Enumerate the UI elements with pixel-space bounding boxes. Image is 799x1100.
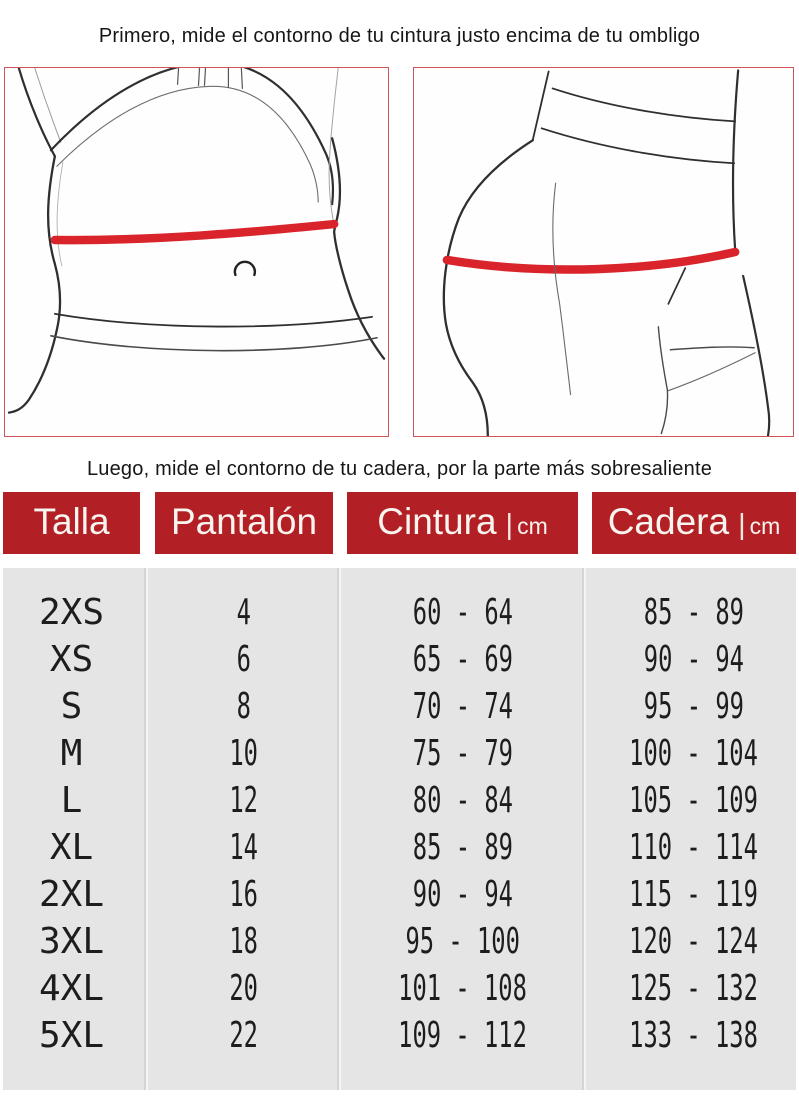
header-talla: Talla xyxy=(3,492,140,554)
sketch-line xyxy=(35,68,61,142)
sketch-line xyxy=(668,353,755,391)
waist-range: 65 - 69 xyxy=(412,639,513,680)
header-cadera: Cadera | cm xyxy=(592,492,796,554)
table-row xyxy=(3,589,796,636)
table-row xyxy=(3,965,796,1012)
hip-range: 120 - 124 xyxy=(629,921,759,962)
waist-range: 90 - 94 xyxy=(412,874,513,915)
hip-range: 85 - 89 xyxy=(643,592,745,633)
waist-range: 80 - 84 xyxy=(412,780,513,821)
size-value: S xyxy=(60,686,83,727)
sketch-line xyxy=(241,68,242,88)
sketch-line xyxy=(733,70,738,250)
sketch-line xyxy=(51,336,377,351)
hip-measurement-illustration xyxy=(413,67,794,437)
pant-value: 6 xyxy=(236,639,252,680)
navel-mark xyxy=(235,262,255,275)
table-row xyxy=(3,683,796,730)
header-pantalon: Pantalón xyxy=(155,492,333,554)
size-value: L xyxy=(60,780,83,821)
pant-value: 22 xyxy=(229,1015,259,1056)
sketch-line xyxy=(553,88,736,121)
sketch-line xyxy=(553,183,571,394)
waist-measure-band xyxy=(55,224,334,240)
hip-range: 105 - 109 xyxy=(629,780,759,821)
column-divider xyxy=(582,568,586,1090)
sketch-line xyxy=(743,276,769,436)
sketch-line xyxy=(9,156,60,412)
sketch-line xyxy=(332,138,384,358)
sketch-line xyxy=(542,128,734,163)
waist-range: 85 - 89 xyxy=(412,827,513,868)
size-table-body xyxy=(3,568,796,1090)
table-row xyxy=(3,777,796,824)
pant-value: 8 xyxy=(236,686,252,727)
waist-range: 60 - 64 xyxy=(412,592,513,633)
sketch-line xyxy=(55,314,372,327)
column-divider xyxy=(144,568,148,1090)
pant-value: 12 xyxy=(229,780,259,821)
hip-instruction-text: Luego, mide el contorno de tu cadera, por la parte más sobresaliente xyxy=(86,458,713,480)
sketch-line xyxy=(57,86,318,202)
waist-range: 70 - 74 xyxy=(412,686,513,727)
waist-range: 95 - 100 xyxy=(405,921,520,962)
hip-range: 133 - 138 xyxy=(629,1015,759,1056)
side-hip-line-art xyxy=(414,68,793,436)
waist-range: 109 - 112 xyxy=(398,1015,527,1056)
hip-range: 110 - 114 xyxy=(629,827,759,868)
sketch-line xyxy=(198,68,199,85)
pant-value: 4 xyxy=(236,592,252,633)
table-row xyxy=(3,918,796,965)
hip-range: 95 - 99 xyxy=(643,686,745,727)
hip-range: 100 - 104 xyxy=(629,733,759,774)
table-row xyxy=(3,636,796,683)
pant-value: 14 xyxy=(229,827,259,868)
hip-range: 115 - 119 xyxy=(629,874,759,915)
front-torso-line-art xyxy=(5,68,388,436)
table-row xyxy=(3,730,796,777)
size-value: 3XL xyxy=(38,921,105,962)
sketch-line xyxy=(204,68,205,85)
sketch-line xyxy=(57,162,63,266)
sketch-line xyxy=(668,268,685,304)
size-value: 2XS xyxy=(38,592,105,633)
hip-range: 90 - 94 xyxy=(643,639,745,680)
sketch-line xyxy=(444,140,533,435)
size-table-header xyxy=(3,492,796,554)
hip-range: 125 - 132 xyxy=(629,968,759,1009)
waist-range: 75 - 79 xyxy=(412,733,513,774)
header-cintura: Cintura | cm xyxy=(347,492,578,554)
pant-value: 16 xyxy=(229,874,259,915)
table-row xyxy=(3,1012,796,1059)
size-value: 4XL xyxy=(38,968,105,1009)
waist-measurement-illustration xyxy=(4,67,389,437)
pant-value: 20 xyxy=(229,968,259,1009)
pant-value: 10 xyxy=(229,733,259,774)
hip-measure-band xyxy=(447,252,735,270)
size-value: XL xyxy=(49,827,94,868)
sketch-line xyxy=(670,347,754,350)
size-value: M xyxy=(60,733,83,774)
table-row xyxy=(3,824,796,871)
size-value: XS xyxy=(49,639,94,680)
waist-instruction-text: Primero, mide el contorno de tu cintura justo encima de tu ombligo xyxy=(98,25,701,47)
waist-range: 101 - 108 xyxy=(398,968,527,1009)
table-row xyxy=(3,871,796,918)
size-value: 5XL xyxy=(38,1015,105,1056)
sketch-line xyxy=(178,68,179,84)
pant-value: 18 xyxy=(229,921,259,962)
column-divider xyxy=(337,568,341,1090)
size-value: 2XL xyxy=(38,874,105,915)
sketch-line xyxy=(658,327,667,434)
